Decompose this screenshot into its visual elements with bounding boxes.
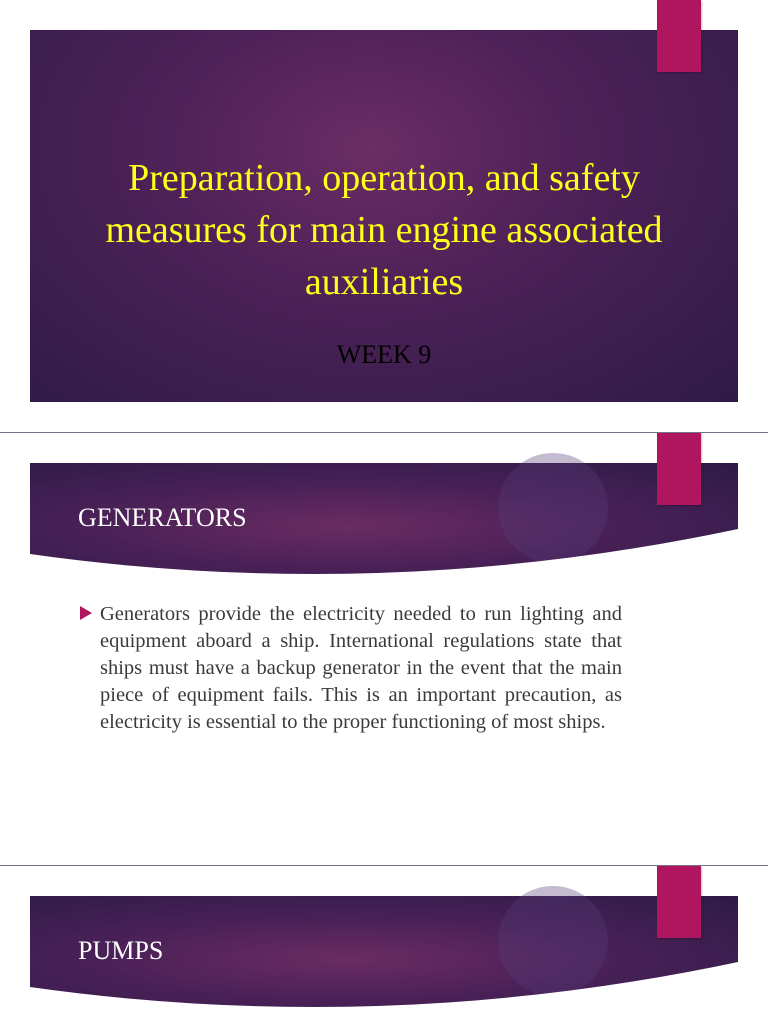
header-band: [30, 463, 738, 578]
generators-slide: [0, 433, 768, 865]
header-band: [30, 896, 738, 1011]
title-panel: [30, 30, 738, 402]
title-slide: [0, 0, 768, 432]
header-wave: [30, 962, 738, 1012]
bullet-text: Generators provide the electricity needed to run lighting and equipment aboard a ship. International regulations state that ships must have a backup generator in the event that the main piece of equipment fails. This is an important precaution, as electricity is essential to the proper functioning of most ships.: [100, 603, 622, 733]
slide-subtitle: WEEK 9: [336, 340, 432, 369]
accent-tab: [657, 433, 701, 505]
slide-title: Preparation, operation, and safety measures for main engine associated auxiliaries: [105, 157, 663, 303]
section-heading: PUMPS: [78, 936, 164, 965]
bullet-item: [80, 601, 622, 736]
section-heading: GENERATORS: [78, 503, 247, 532]
accent-tab: [657, 0, 701, 72]
triangle-bullet-icon: [80, 606, 92, 620]
pumps-slide: [0, 866, 768, 1024]
accent-tab: [657, 866, 701, 938]
header-wave: [30, 529, 738, 579]
